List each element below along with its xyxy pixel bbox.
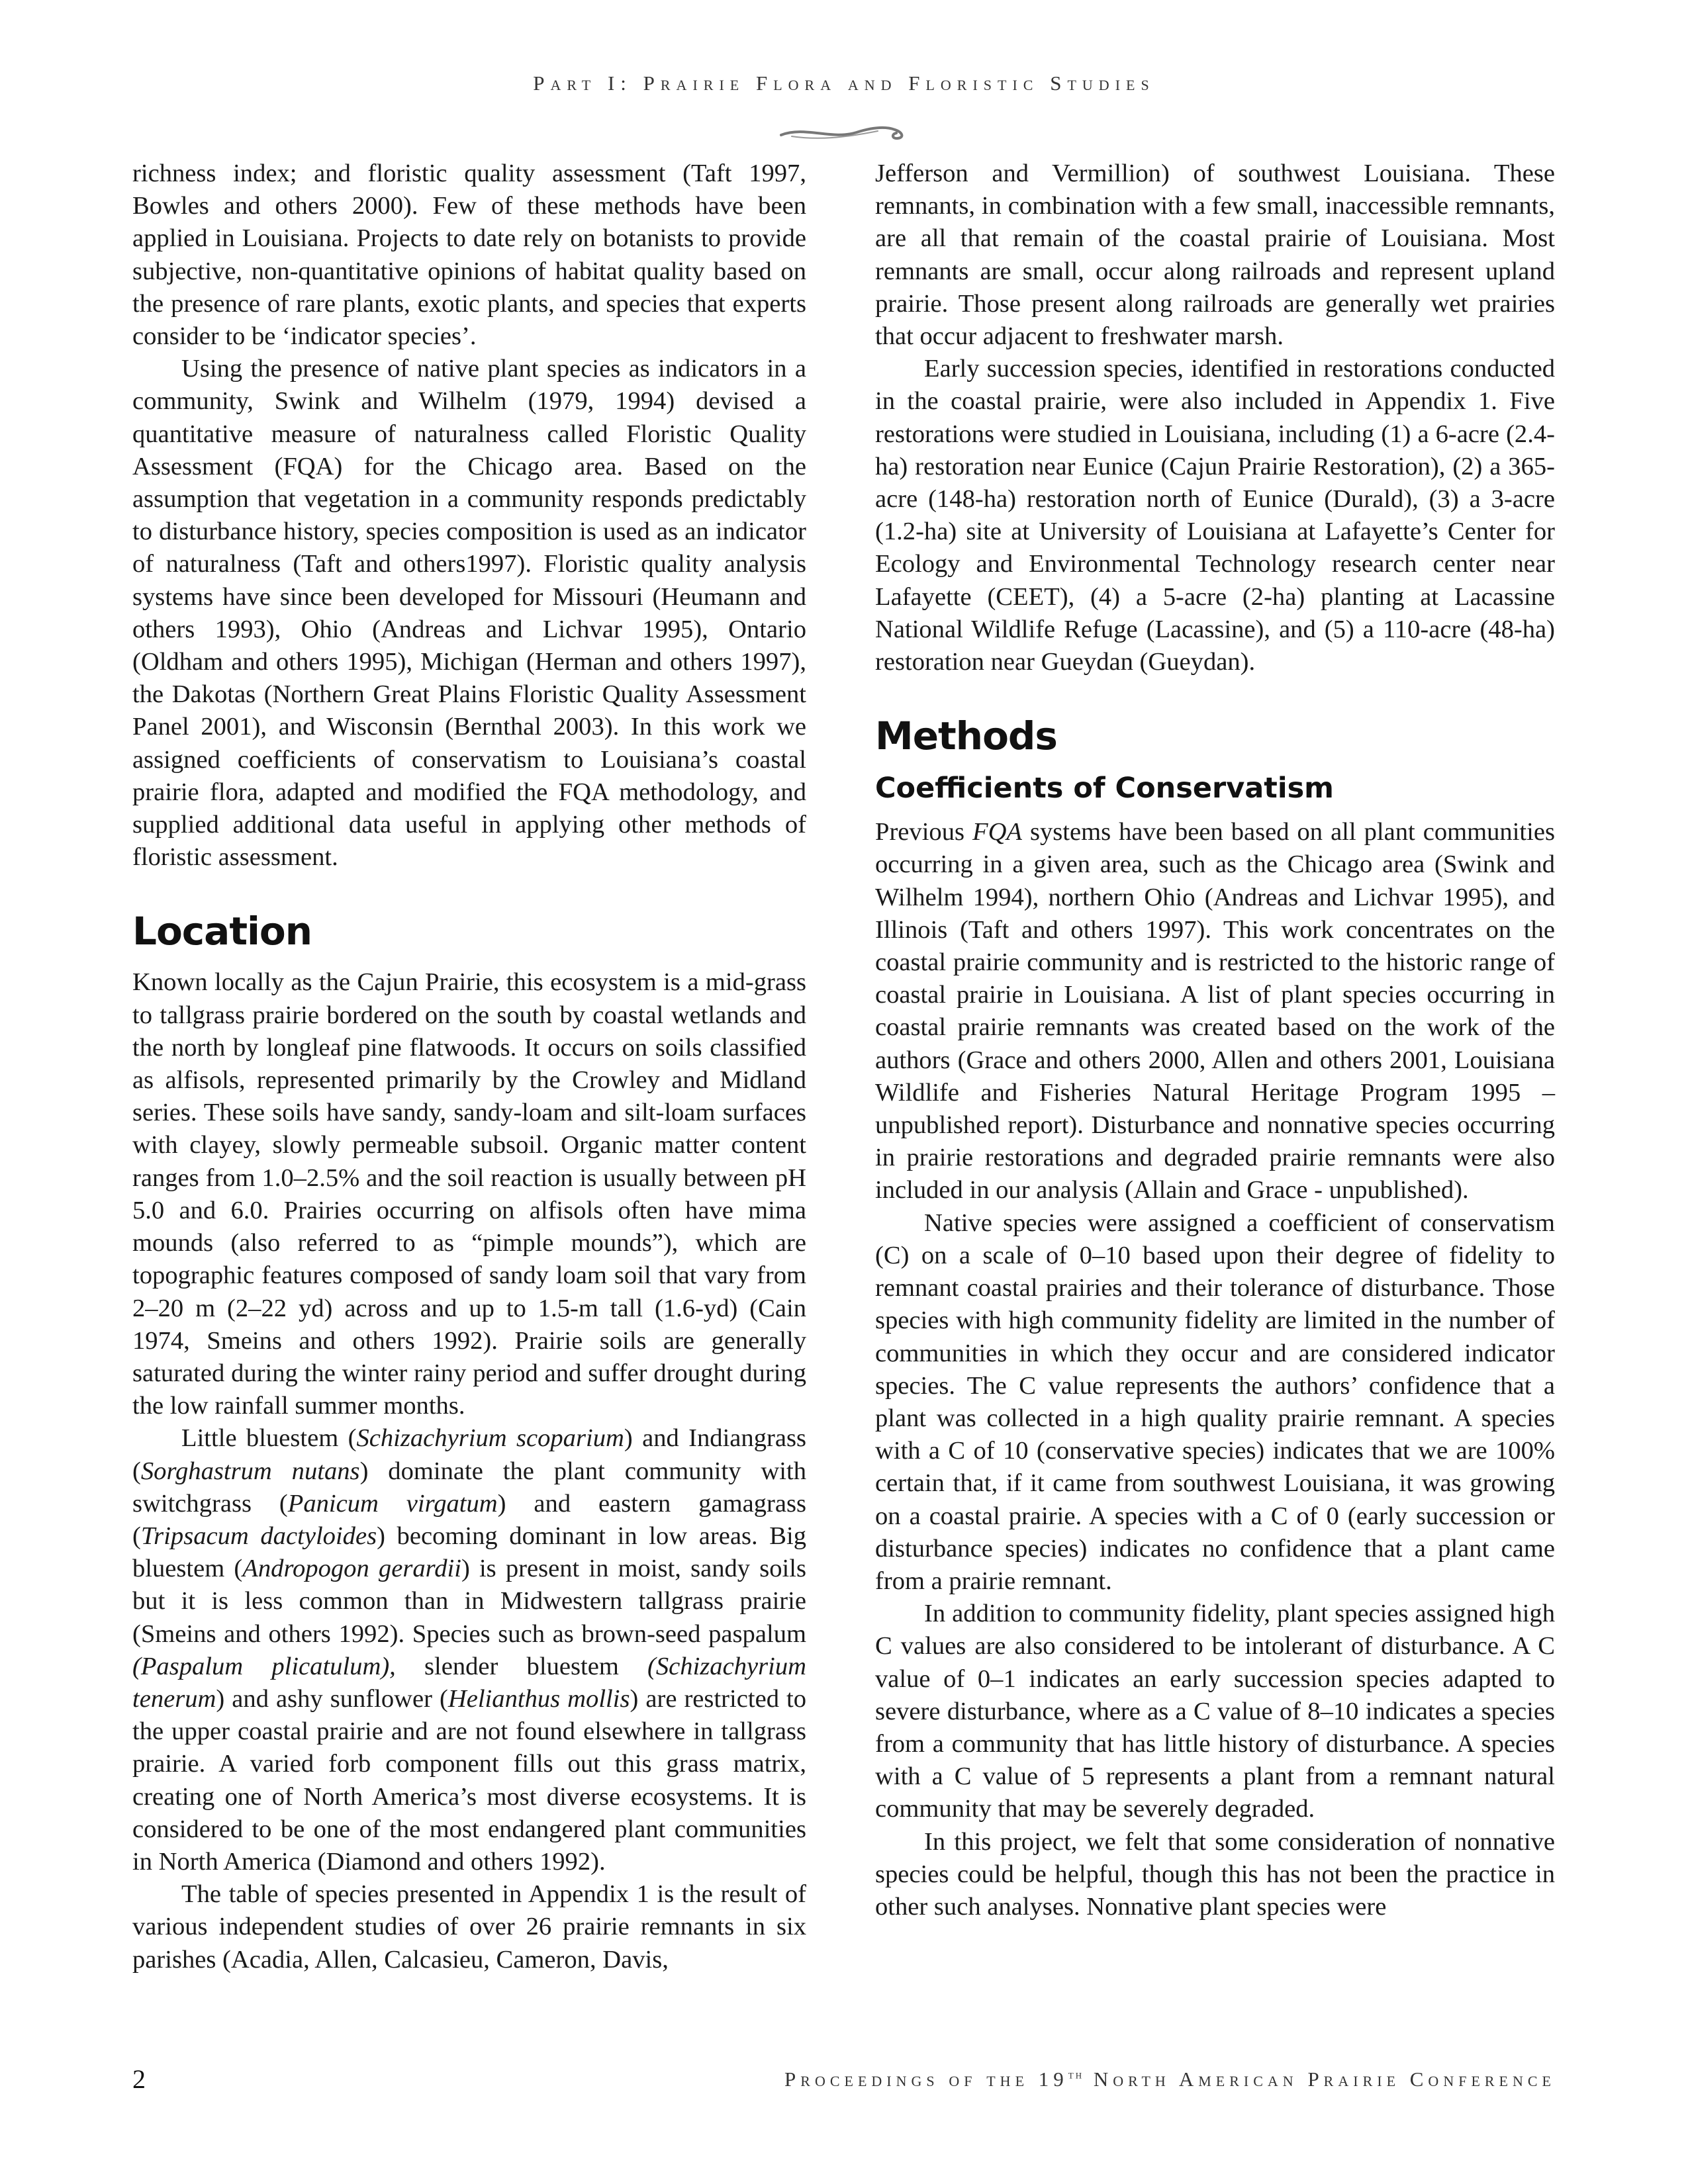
species-name: Sorghastrum nutans bbox=[140, 1457, 360, 1485]
paragraph: The table of species presented in Appendix 1 is the result of various independent studies of over 26 prairie remnants in six parishes (Acadia, Allen, Calcasieu, Cameron, Davis, bbox=[132, 1880, 806, 1974]
paragraph: In addition to community fidelity, plant species assigned high C values are also considered to be intolerant of disturbance. A C value of 0–1 indicates an early succession species adapted to severe disturbance, where as a C value of 8–10 indicates a species from a community that has little history of disturbance. A species with a C value of 5 represents a plant from a remnant natural community that may be severely degraded. bbox=[875, 1600, 1555, 1823]
species-name: Helianthus mollis bbox=[447, 1684, 630, 1713]
section-heading-location: Location bbox=[132, 909, 312, 954]
paragraph: Previous FQA systems have been based on all plant communities occurring in a given area, such as the Chicago area (Swink and Wilhelm 1994), northern Ohio (Andreas and Lichvar 1995), and Illinois (Taft and others 1997). This work concentrates on the coastal prairie community and is restricted to the historic range of coastal prairie in Louisiana. A list of plant species occurring in coastal prairie remnants was created based on the work of the authors (Grace and others 2000, Allen and others 2001, Louisiana Wildlife and Fisheries Natural Heritage Program 1995 – unpublished report). Disturbance and nonnative species occurring in prairie restorations and degraded prairie remnants were also included in our analysis (Allain and Grace - unpublished). bbox=[875, 818, 1555, 1205]
species-name: Tripsacum dactyloides bbox=[140, 1522, 377, 1550]
species-name: Andropogon gerardii bbox=[242, 1555, 461, 1583]
species-name: Schizachyrium scoparium bbox=[356, 1424, 624, 1453]
paragraph: Jefferson and Vermillion) of southwest Louisiana. These remnants, in combination with a few small, inaccessible remnants, are all that remain of the coastal prairie of Louisiana. Most remnants are small, occur along railroads and represent upland prairie. Those present along railroads are generally wet prairies that occur adjacent to freshwater marsh. bbox=[875, 159, 1555, 351]
paragraph: In this project, we felt that some consideration of nonnative species could be helpful, though this has not been the practice in other such analyses. Nonnative plant species were bbox=[875, 1827, 1555, 1921]
left-column bbox=[132, 158, 806, 1976]
paragraph: Native species were assigned a coefficient of conservatism (C) on a scale of 0–10 based upon their degree of fidelity to remnant coastal prairies and their tolerance of disturbance. Those species with high community fidelity are limited in the number of communities in which they occur and are considered indicator species. The C value represents the authors’ confidence that a plant was collected in a high quality prairie remnant. A species with a C of 10 (conservative species) indicates that we are 100% certain that, if it came from southwest Louisiana, it was growing on a coastal prairie. A species with a C of 0 (early succession or disturbance species) indicates no confidence that a plant came from a prairie remnant. bbox=[875, 1208, 1555, 1595]
page-number: 2 bbox=[132, 2064, 146, 2094]
paragraph: Little bluestem (Schizachyrium scoparium) and Indiangrass (Sorghastrum nutans) dominate the plant community with switchgrass (Panicum virgatum) and eastern gamagrass (Tripsacum dactyloides) becoming dominant in low areas. Big bluestem (Andropogon gerardii) is present in moist, sandy soils but it is less common than in Midwestern tallgrass prairie (Smeins and others 1992). Species such as brown-seed paspalum (Paspalum plicatulum), slender bluestem (Schizachyrium tenerum) and ashy sunflower (Helianthus mollis) are restricted to the upper coastal prairie and are not found elsewhere in tallgrass prairie. A varied forb component fills out this grass matrix, creating one of North America’s most diverse ecosystems. It is considered to be one of the most endangered plant communities in North America (Diamond and others 1992). bbox=[132, 1424, 807, 1876]
species-name: (Schizachyrium tenerum bbox=[132, 1652, 806, 1713]
running-footer: Proceedings of the 19th North American Prairie Conference bbox=[784, 2068, 1556, 2091]
paragraph: Early succession species, identified in restorations conducted in the coastal prairie, were also included in Appendix 1. Five restorations were studied in Louisiana, including (1) a 6-acre (2.4-ha) restoration near Eunice (Cajun Prairie Restoration), (2) a 365-acre (148-ha) restoration north of Eunice (Durald), (3) a 3-acre (1.2-ha) site at University of Louisiana at Lafayette’s Center for Ecology and Environmental Technology research center near Lafayette (CEET), (4) a 5-acre (2-ha) planting at Lacassine National Wildlife Refuge (Lacassine), and (5) a 110-acre (48-ha) restoration near Gueydan (Gueydan). bbox=[875, 355, 1555, 676]
paragraph: Known locally as the Cajun Prairie, this ecosystem is a mid-grass to tallgrass prairie bordered on the south by coastal wetlands and the north by longleaf pine flatwoods. It occurs on soils classified as alfisols, represented primarily by the Crowley and Midland series. These soils have sandy, sandy-loam and silt-loam surfaces with clayey, slowly permeable subsoil. Organic matter content ranges from 1.0–2.5% and the soil reaction is usually between pH 5.0 and 6.0. Prairies occurring on alfisols often have mima mounds (also referred to as “pimple mounds”), which are topographic features composed of sandy loam soil that vary from 2–20 m (2–22 yd) across and up to 1.5-m tall (1.6-yd) (Cain 1974, Smeins and others 1992). Prairie soils are generally saturated during the winter rainy period and suffer drought during the low rainfall summer months. bbox=[132, 968, 806, 1420]
acronym: FQA bbox=[972, 818, 1022, 846]
paragraph: Using the presence of native plant species as indicators in a community, Swink and Wilhelm (1979, 1994) devised a quantitative measure of naturalness called Floristic Quality Assessment (FQA) for the Chicago area. Based on the assumption that vegetation in a community responds predictably to disturbance history, species composition is used as an indicator of naturalness (Taft and others1997). Floristic quality analysis systems have since been developed for Missouri (Heumann and others 1993), Ohio (Andreas and Lichvar 1995), Ontario (Oldham and others 1995), Michigan (Herman and others 1997), the Dakotas (Northern Great Plains Floristic Quality Assessment Panel 2001), and Wisconsin (Bernthal 2003). In this work we assigned coefficients of conservatism to Louisiana’s coastal prairie flora, adapted and modified the FQA methodology, and supplied additional data useful in applying other methods of floristic assessment. bbox=[132, 355, 806, 872]
species-name: (Paspalum plicatulum), bbox=[132, 1652, 396, 1680]
paragraph: richness index; and floristic quality assessment (Taft 1997, Bowles and others 2000). Few of these methods have been applied in Louisiana. Projects to date rely on botanists to provide subjective, non-quantitative opinions of habitat quality based on the presence of rare plants, exotic plants, and species that experts consider to be ‘indicator species’. bbox=[132, 159, 806, 351]
right-column bbox=[875, 158, 1555, 1923]
section-heading-methods: Methods bbox=[875, 713, 1057, 759]
flourish-ornament bbox=[778, 120, 908, 144]
subsection-heading-coefficients: Coefficients of Conservatism bbox=[875, 772, 1334, 805]
species-name: Panicum virgatum bbox=[287, 1489, 498, 1518]
running-head: Part I: Prairie Flora and Floristic Studies bbox=[533, 71, 1155, 95]
